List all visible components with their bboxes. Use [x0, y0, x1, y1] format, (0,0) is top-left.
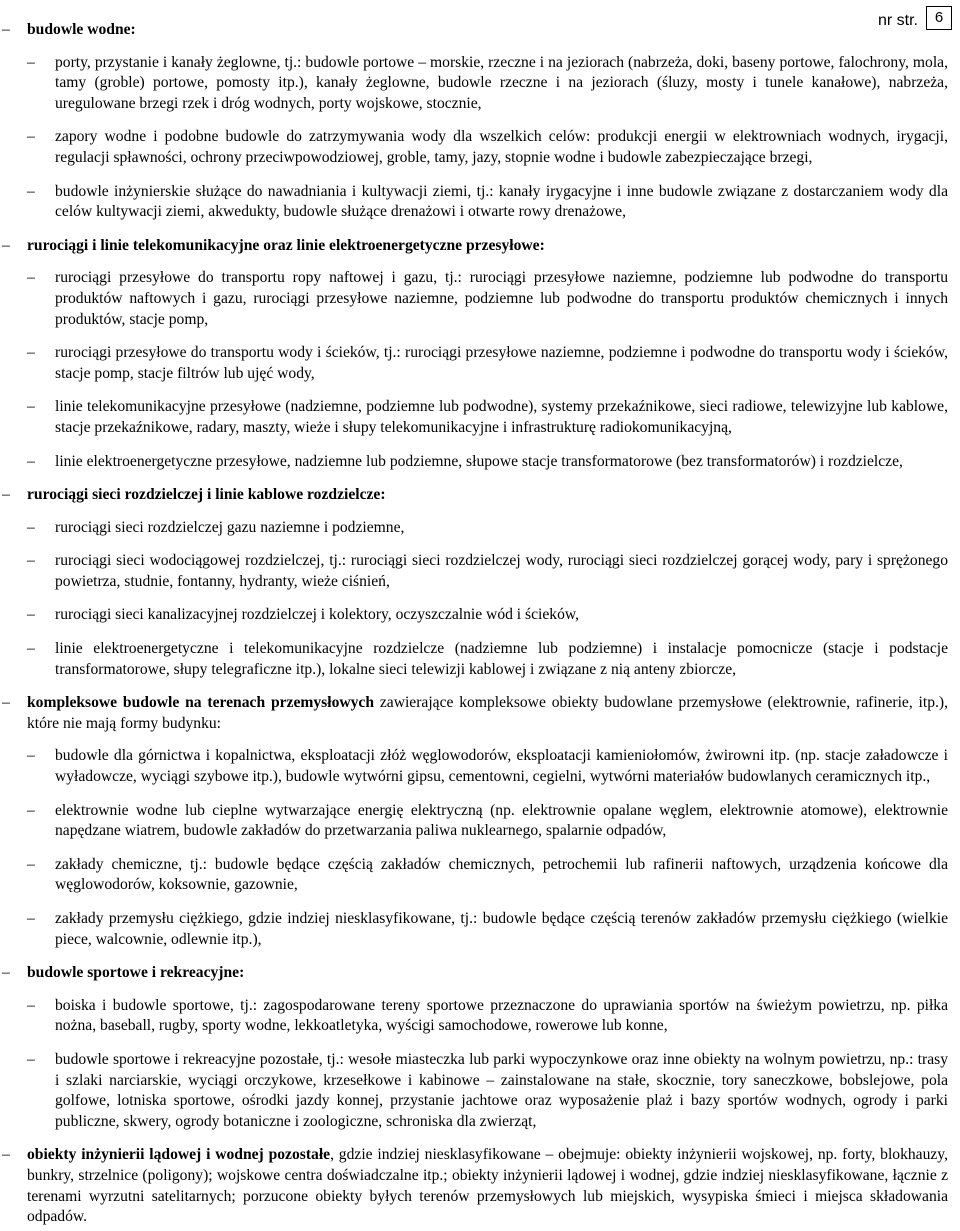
list-item [0, 397, 960, 438]
section-dash: – [2, 1146, 10, 1164]
section-heading [27, 20, 948, 41]
section-dash: – [2, 694, 10, 712]
list-item [0, 855, 960, 896]
list-item [0, 996, 960, 1037]
item-dash: – [27, 518, 35, 536]
section-dash: – [2, 964, 10, 982]
page-number-box: 6 [926, 6, 952, 30]
list-item-text: budowle sportowe i rekreacyjne pozostałe, tj.: wesołe miasteczka lub parki wypoczynkowe oraz inne obiekty na wolnym powietrzu, np.: trasy i szlaki narciarskie, wyciągi orczykowe, krzesełkowe i kabinowe – zainstalowane na stałe, skocznie, tory saneczkowe, bobslejowe, pola golfowe, lotniska sportowe, ośrodki jazdy konnej, przystanie jachtowe oraz wyposażenie plaż i bazy sportów wodnych, ogrody i parki publiczne, skwery, ogrody botaniczne i zoologiczne, schroniska dla zwierząt, [55, 1050, 948, 1130]
list-item [0, 127, 960, 168]
list-item-text: rurociągi przesyłowe do transportu wody i ścieków, tj.: rurociągi przesyłowe naziemne, podziemne i podwodne do transportu wody i ścieków, stacje pomp, stacje filtrów lub ujęć wody, [55, 344, 948, 382]
item-dash: – [27, 855, 35, 873]
list-item-text: porty, przystanie i kanały żeglowne, tj.: budowle portowe – morskie, rzeczne i na jeziorach (nabrzeża, doki, baseny portowe, falochrony, mola, tamy (groble) portowe, pomosty itp.), kanały żeglowne, budowle rzeczne i na jeziorach (śluzy, mosty i tunele kanałowe), nabrzeża, uregulowane brzegi rzek i dróg wodnych, porty wojskowe, stocznie, [55, 53, 948, 112]
item-dash: – [27, 1050, 35, 1068]
list-item-text: rurociągi sieci kanalizacyjnej rozdzielczej i kolektory, oczyszczalnie wód i ścieków, [55, 606, 580, 624]
section-kompleksowe-budowle [0, 693, 960, 734]
section-budowle-sportowe [0, 963, 960, 984]
section-heading [27, 963, 948, 984]
item-dash: – [27, 640, 35, 658]
list-item [0, 605, 960, 626]
list-item [0, 343, 960, 384]
section-heading [27, 693, 948, 734]
section-heading-bold: rurociągi sieci rozdzielczej i linie kablowe rozdzielcze: [27, 486, 386, 504]
list-item-text: zapory wodne i podobne budowle do zatrzymywania wody dla wszelkich celów: produkcji energii w elektrowniach wodnych, irygacji, regulacji spławności, ochrony przeciwpowodziowej, groble, tamy, jazy, stopnie wodne i budowle zabezpieczające brzegi, [55, 128, 948, 166]
list-item [0, 909, 960, 950]
list-item-text: linie elektroenergetyczne przesyłowe, nadziemne lub podziemne, słupowe stacje transformatorowe (bez transformatorów) i rozdzielcze, [55, 452, 903, 470]
list-item [0, 1050, 960, 1132]
section-dash: – [2, 486, 10, 504]
list-item-text: rurociągi sieci wodociągowej rozdzielczej, tj.: rurociągi sieci rozdzielczej wody, rurociągi sieci rozdzielczej gorącej wody, pary i sprężonego powietrza, studnie, fontanny, hydranty, wieże ciśnień, [55, 552, 948, 590]
page-number-label: nr str. [877, 12, 918, 29]
section-heading [27, 1145, 948, 1227]
item-dash: – [27, 801, 35, 819]
list-item-text: boiska i budowle sportowe, tj.: zagospodarowane tereny sportowe przeznaczone do uprawiania sportów na świeżym powietrzu, np. piłka nożna, baseball, rugby, sporty wodne, lekkoatletyka, wyścigi samochodowe, rowerowe lub konne, [55, 996, 948, 1035]
item-dash: – [27, 910, 35, 927]
list-item [0, 518, 960, 539]
section-dash: – [2, 21, 10, 38]
list-item [0, 639, 960, 680]
list-item [0, 182, 960, 223]
section-obiekty-pozostale [0, 1145, 960, 1227]
list-item-text: elektrownie wodne lub cieplne wytwarzające energię elektryczną (np. elektrownie opalane węglem, elektrownie atomowe), elektrownie napędzane wiatrem, budowle zakładów do przetwarzania paliwa nuklearnego, spalarnie odpadów, [55, 801, 948, 840]
item-dash: – [27, 269, 35, 287]
section-budowle-wodne [0, 20, 960, 41]
section-heading-bold: budowle wodne: [27, 21, 136, 38]
list-item-text: rurociągi sieci rozdzielczej gazu naziemne i podziemne, [55, 518, 405, 536]
section-heading-bold: budowle sportowe i rekreacyjne: [27, 964, 245, 982]
section-heading-bold: kompleksowe budowle na terenach przemysłowych [27, 694, 375, 712]
item-dash: – [27, 344, 35, 362]
section-heading [27, 485, 948, 506]
section-dash: – [2, 236, 10, 254]
list-item-text: rurociągi przesyłowe do transportu ropy naftowej i gazu, tj.: rurociągi przesyłowe naziemne, podziemne lub podwodne do transportu produktów naftowych i gazu, rurociągi przesyłowe naziemne, podziemne lub podwodne do transportu produktów chemicznych i innych produktów, stacje pomp, [55, 269, 948, 328]
section-heading [27, 236, 948, 257]
section-heading-rest: zawierające kompleksowe obiekty budowlane przemysłowe (elektrownie, rafinerie, itp.), które nie mają formy budynku: [27, 694, 949, 732]
section-heading-rest: , gdzie indziej niesklasyfikowane – obejmuje: obiekty inżynierii wojskowej, np. forty, blokhauzy, bunkry, strzelnice (poligony); wojskowe centra doświadczalne itp.; obiekty inżynierii lądowej i wodnej, gdzie indziej niesklasyfikowane, łącznie z terenami wyrzutni satelitarnych; porzucone obiekty byłych terenów przemysłowych lub miejskich, wysypiska śmieci i miejsca składowania odpadów. [27, 1146, 948, 1226]
list-item-text: zakłady chemiczne, tj.: budowle będące częścią zakładów chemicznych, petrochemii lub rafinerii naftowych, urządzenia końcowe dla węglowodorów, koksownie, gazownie, [55, 855, 948, 894]
list-item [0, 551, 960, 592]
item-dash: – [27, 552, 35, 570]
list-item-text: linie elektroenergetyczne i telekomunikacyjne rozdzielcze (nadziemne lub podziemne) i instalacje pomocnicze (stacje i podstacje transformatorowe, słupy telegraficzne itp.), lokalne sieci telewizji kablowej i związane z nią anteny zbiorcze, [55, 640, 948, 678]
list-item-text: zakłady przemysłu ciężkiego, gdzie indziej niesklasyfikowane, tj.: budowle będące częścią terenów zakładów przemysłu ciężkiego (wielkie piece, walcownie, odlewnie itp.), [55, 910, 948, 948]
section-rurociagi-przesylowe [0, 236, 960, 257]
section-rurociagi-rozdzielcze [0, 485, 960, 506]
item-dash: – [27, 747, 35, 765]
list-item-text: linie telekomunikacyjne przesyłowe (nadziemne, podziemne lub podwodne), systemy przekaźnikowe, sieci radiowe, telewizyjne lub kablowe, stacje przekaźnikowe, radary, maszty, wieże i słupy telekomunikacyjne i infrastrukturę radiokomunikacyjną, [55, 398, 948, 436]
list-item [0, 452, 960, 473]
item-dash: – [27, 398, 35, 416]
list-item-text: budowle inżynierskie służące do nawadniania i kultywacji ziemi, tj.: kanały irygacyjne i inne budowle związane z dostarczaniem wody dla celów kultywacji ziemi, akwedukty, budowle służące drenażowi i otwarte rowy drenażowe, [55, 182, 948, 221]
item-dash: – [27, 182, 35, 200]
section-heading-bold: obiekty inżynierii lądowej i wodnej pozostałe [27, 1146, 331, 1164]
list-item [0, 53, 960, 115]
list-item-text: budowle dla górnictwa i kopalnictwa, eksploatacji złóż węglowodorów, eksploatacji kamieniołomów, żwirowni itp. (np. stacje załadowcze i wyładowcze, wyciągi szybowe itp.), budowle wytwórni gipsu, cementowni, cegielni, wytwórni materiałów budowlanych ceramicznych itp., [55, 747, 948, 786]
item-dash: – [27, 606, 35, 624]
item-dash: – [27, 452, 35, 470]
item-dash: – [27, 128, 35, 146]
list-item [0, 746, 960, 787]
section-heading-bold: rurociągi i linie telekomunikacyjne oraz linie elektroenergetyczne przesyłowe: [27, 236, 545, 254]
list-item [0, 801, 960, 842]
item-dash: – [27, 53, 35, 71]
item-dash: – [27, 996, 35, 1014]
list-item [0, 268, 960, 330]
